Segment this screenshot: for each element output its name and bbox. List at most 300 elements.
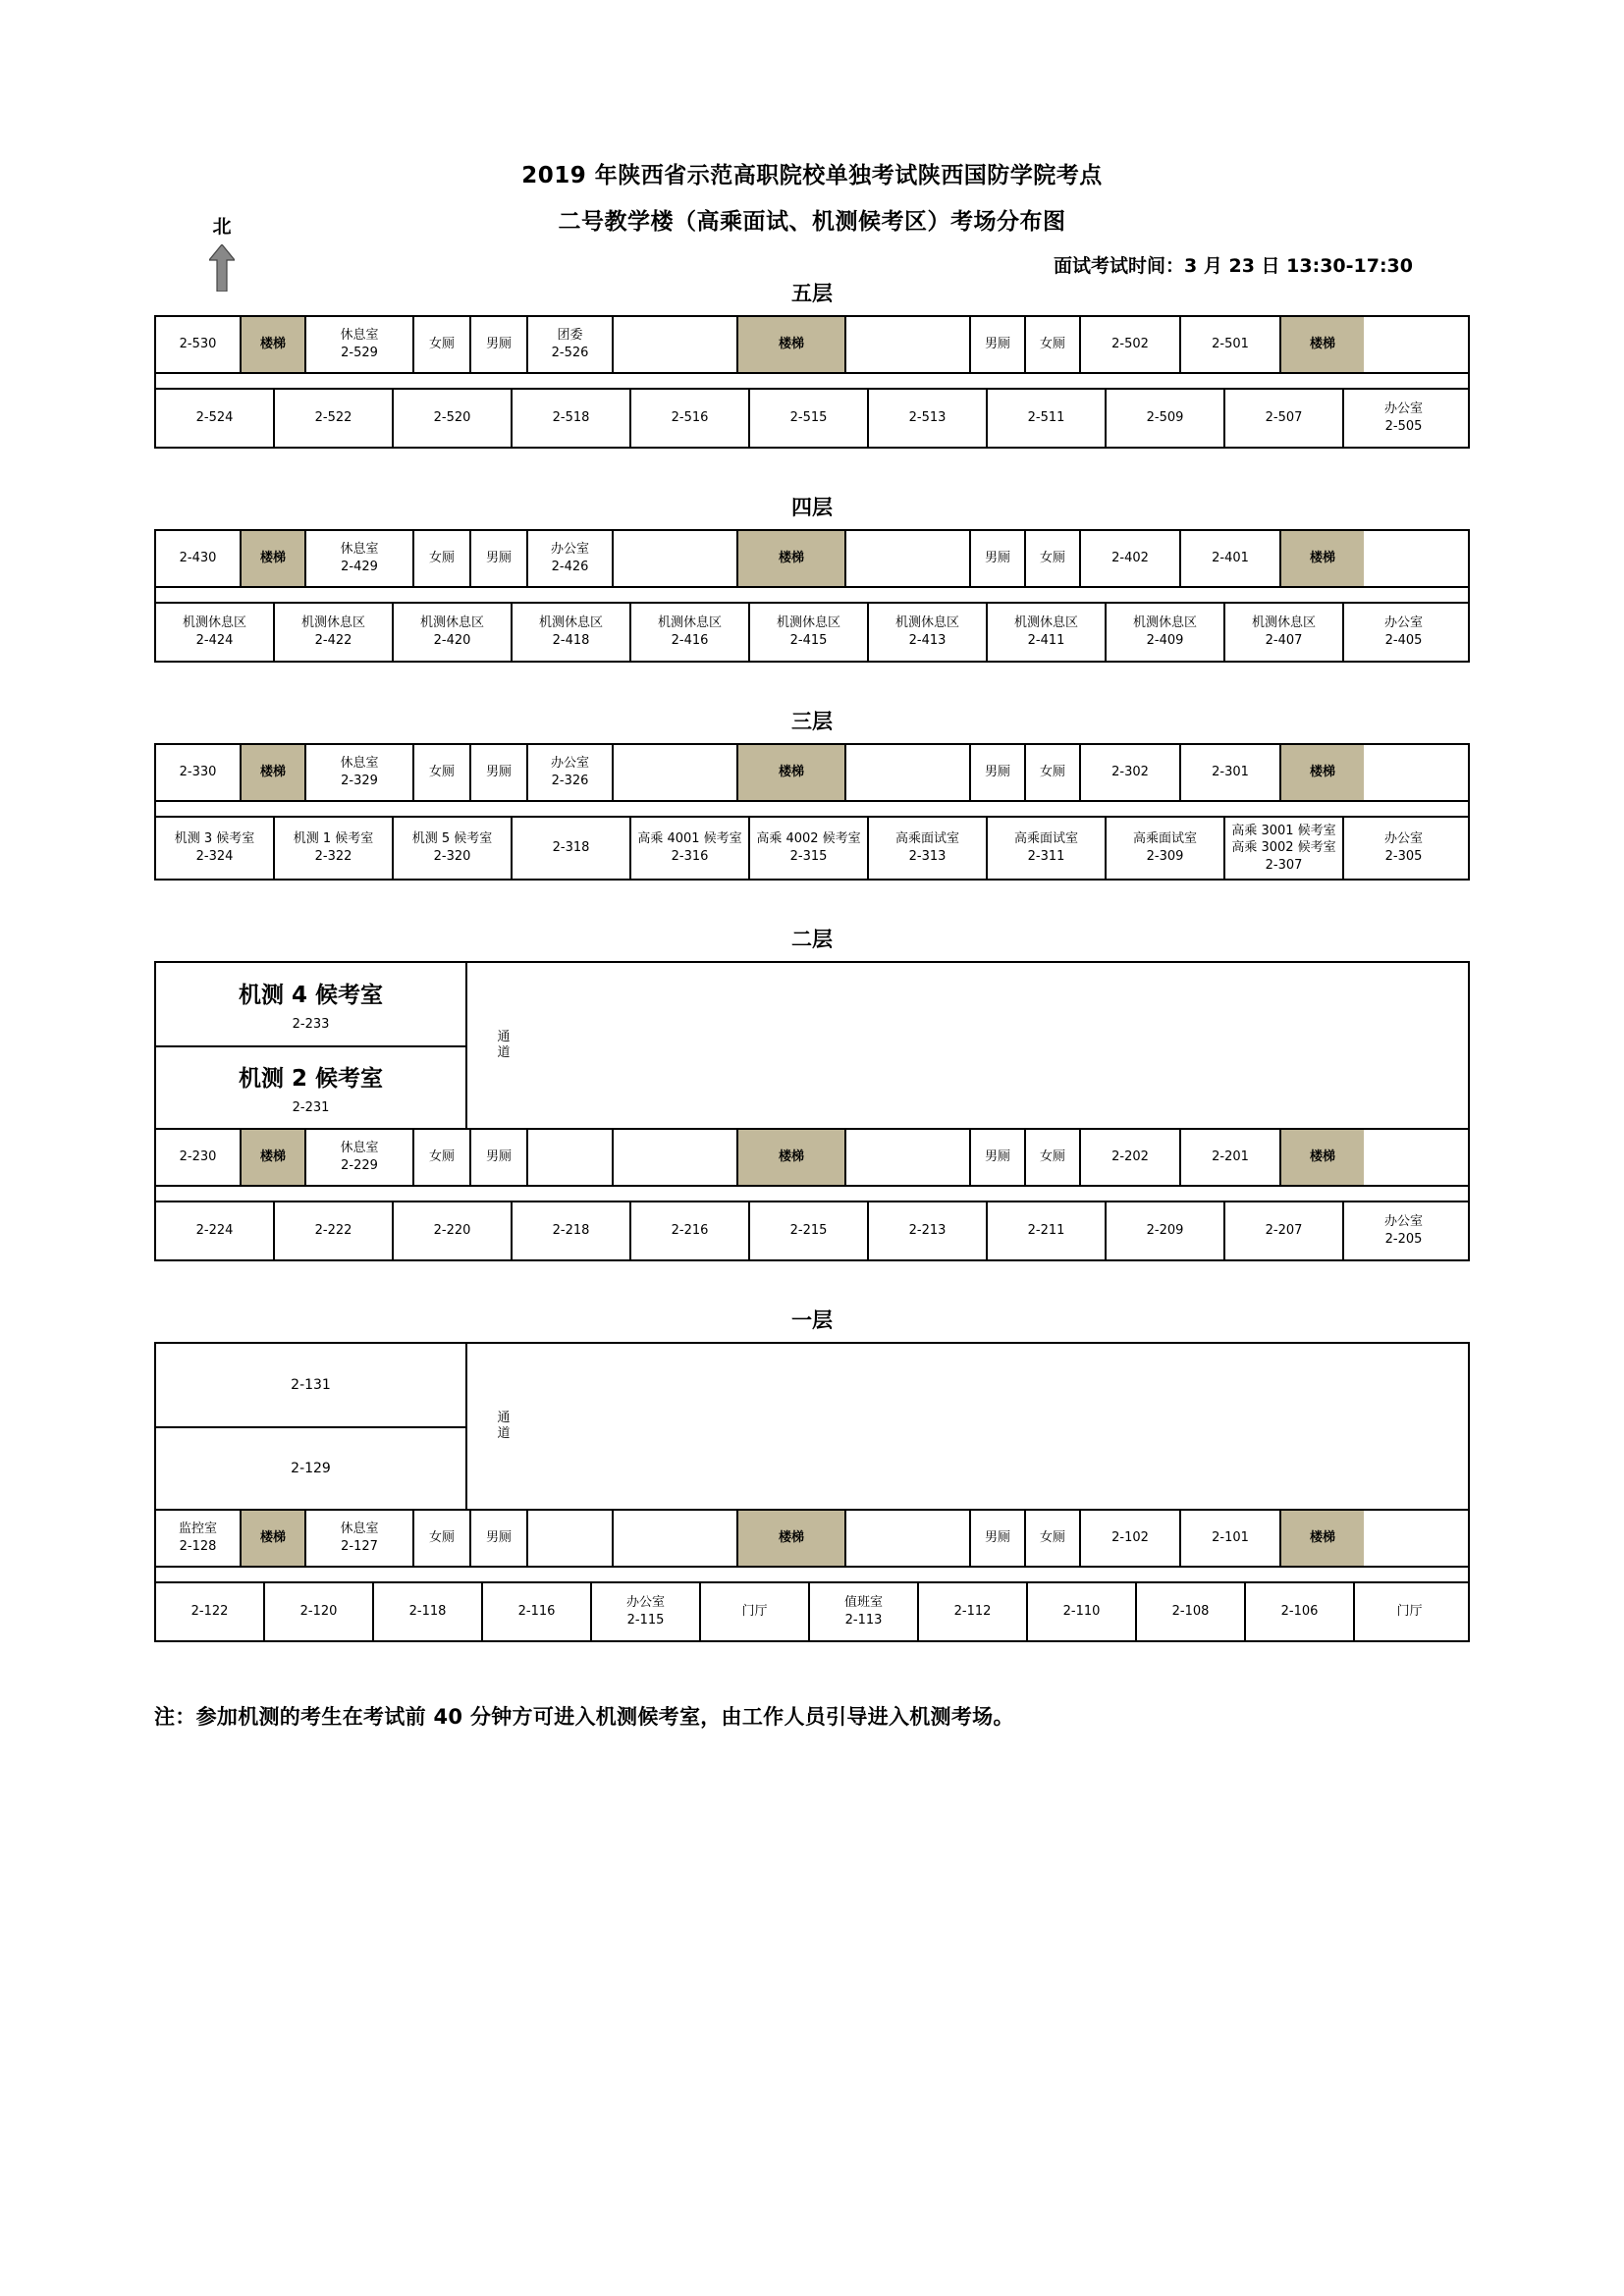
cell-label-primary: 2-520 (433, 410, 471, 426)
room-cell (1246, 1583, 1355, 1640)
room-cell (971, 745, 1026, 800)
floor-corridor-strip (154, 1187, 1470, 1201)
cell-label-primary: 2-507 (1265, 410, 1303, 426)
cell-label-primary: 机测休息区 (300, 615, 365, 631)
cell-label-primary: 女厕 (428, 765, 455, 780)
cell-label-secondary: 2-315 (789, 849, 828, 864)
waiting-room-title: 机测 2 候考室 (238, 1066, 384, 1092)
cell-label-primary: 2-501 (1212, 337, 1249, 352)
cell-label-secondary: 2-322 (314, 849, 352, 864)
cell-label-secondary: 2-405 (1384, 633, 1423, 648)
cell-label-primary: 男厕 (984, 551, 1010, 566)
cell-label-primary: 2-213 (908, 1223, 947, 1239)
room-cell (1026, 745, 1081, 800)
room-cell (1225, 1202, 1344, 1259)
cell-label-secondary: 2-326 (551, 774, 589, 788)
cell-label-primary: 男厕 (485, 765, 512, 780)
page-title-line2: 二号教学楼（高乘面试、机测候考区）考场分布图 (558, 209, 1066, 235)
cell-label-primary: 2-224 (195, 1223, 234, 1239)
room-cell (471, 745, 528, 800)
cell-label-secondary: 2-407 (1265, 633, 1303, 648)
empty-cell (528, 1130, 614, 1185)
cell-label-primary: 2-524 (195, 410, 234, 426)
room-cell (1026, 317, 1081, 372)
floor-plan (154, 1305, 1470, 1685)
cell-label-secondary: 2-505 (1384, 419, 1423, 434)
cell-label-secondary: 2-320 (433, 849, 471, 864)
cell-label-secondary: 2-127 (341, 1539, 378, 1554)
cell-label-primary: 楼梯 (1309, 1530, 1335, 1546)
room-cell (1225, 818, 1344, 879)
cell-label-primary: 2-401 (1212, 551, 1249, 566)
room-cell (394, 1202, 513, 1259)
floor-plan (154, 924, 1470, 1305)
cell-label-primary: 楼梯 (1309, 551, 1335, 566)
room-cell (1344, 390, 1463, 447)
room-cell (869, 604, 988, 661)
cell-label-secondary: 高乘 3002 候考室 (1231, 840, 1336, 856)
room-cell (471, 1511, 528, 1566)
cell-label-primary: 2-106 (1280, 1604, 1319, 1620)
room-cell (1107, 604, 1225, 661)
empty-cell (614, 531, 738, 586)
room-cell (1081, 531, 1181, 586)
cell-label-secondary: 2-309 (1146, 849, 1184, 864)
room-cell (156, 1583, 265, 1640)
floor-bottom-row (154, 1581, 1470, 1642)
room-cell (971, 1511, 1026, 1566)
room-cell (631, 818, 750, 879)
cell-label-secondary: 2-113 (844, 1613, 883, 1628)
room-cell (394, 390, 513, 447)
cell-label-secondary: 2-416 (671, 633, 709, 648)
room-cell (750, 818, 869, 879)
cell-label-primary: 楼梯 (1309, 337, 1335, 352)
cell-label-primary: 男厕 (984, 1149, 1010, 1165)
cell-label-primary: 女厕 (428, 1149, 455, 1165)
cell-label-secondary: 2-316 (671, 849, 709, 864)
cell-label-primary: 男厕 (485, 337, 512, 352)
cell-label-primary: 2-230 (179, 1149, 217, 1165)
room-cell (471, 1130, 528, 1185)
cell-label-primary: 男厕 (485, 551, 512, 566)
cell-label-primary: 机测 3 候考室 (174, 831, 255, 847)
empty-cell (614, 1130, 738, 1185)
room-cell (275, 818, 394, 879)
cell-label-primary: 女厕 (1039, 1530, 1065, 1546)
cell-label-primary: 休息室 (340, 542, 379, 558)
cell-label-primary: 楼梯 (259, 337, 286, 352)
room-cell (971, 1130, 1026, 1185)
room-cell (971, 317, 1026, 372)
room-cell (414, 531, 471, 586)
cell-label-primary: 男厕 (984, 1530, 1010, 1546)
floor-plan (154, 706, 1470, 924)
room-cell (528, 531, 614, 586)
room-cell (1107, 818, 1225, 879)
room-cell (265, 1583, 374, 1640)
floor-top-row (154, 315, 1470, 374)
room-cell (631, 604, 750, 661)
room-cell (1026, 531, 1081, 586)
room-cell (1081, 745, 1181, 800)
cell-label-primary: 2-102 (1111, 1530, 1149, 1546)
floor-label: 五层 (791, 282, 833, 305)
block-empty-area (540, 963, 1468, 1128)
cell-label-primary: 2-302 (1111, 765, 1149, 780)
cell-label-primary: 办公室 (1383, 401, 1423, 417)
cell-label-primary: 楼梯 (259, 1530, 286, 1546)
room-cell (1107, 390, 1225, 447)
room-cell (156, 1202, 275, 1259)
cell-label-primary: 2-116 (517, 1604, 556, 1620)
stairwell-cell (738, 745, 846, 800)
room-cell (513, 604, 631, 661)
floor-corridor-strip (154, 588, 1470, 602)
cell-label-primary: 高乘面试室 (1132, 831, 1197, 847)
stairwell-cell (242, 1511, 306, 1566)
room-cell (471, 531, 528, 586)
cell-label-primary: 楼梯 (778, 1530, 804, 1546)
cell-label-secondary: 2-415 (789, 633, 828, 648)
waiting-room-number: 2-129 (291, 1461, 331, 1476)
floor-corridor-strip (154, 1568, 1470, 1581)
room-cell (374, 1583, 483, 1640)
cell-label-primary: 2-511 (1027, 410, 1065, 426)
floor-spacer (154, 1642, 1470, 1685)
room-cell (275, 390, 394, 447)
room-cell (971, 531, 1026, 586)
cell-label-primary: 女厕 (428, 1530, 455, 1546)
cell-label-secondary: 2-305 (1384, 849, 1423, 864)
room-cell (1225, 604, 1344, 661)
room-cell (750, 390, 869, 447)
cell-label-primary: 2-222 (314, 1223, 352, 1239)
room-cell (275, 1202, 394, 1259)
room-cell (810, 1583, 919, 1640)
stairwell-cell (1281, 531, 1364, 586)
waiting-room-cell (156, 1344, 465, 1426)
room-cell (414, 1130, 471, 1185)
stairwell-cell (1281, 745, 1364, 800)
cell-label-primary: 2-122 (190, 1604, 229, 1620)
cell-label-primary: 女厕 (1039, 551, 1065, 566)
cell-label-primary: 2-120 (299, 1604, 338, 1620)
room-cell (1181, 1130, 1281, 1185)
stairwell-cell (242, 317, 306, 372)
cell-label-primary: 机测 1 候考室 (293, 831, 374, 847)
cell-label-primary: 2-218 (552, 1223, 590, 1239)
waiting-room-number: 2-131 (291, 1377, 331, 1393)
cell-label-primary: 2-518 (552, 410, 590, 426)
cell-label-primary: 2-430 (179, 551, 217, 566)
room-cell (306, 1511, 414, 1566)
floor-spacer (154, 881, 1470, 924)
stairwell-cell (242, 1130, 306, 1185)
room-cell (414, 317, 471, 372)
room-cell (1344, 604, 1463, 661)
floor-top-row (154, 743, 1470, 802)
cell-label-primary: 监控室 (178, 1522, 217, 1537)
cell-label-secondary: 2-128 (179, 1539, 217, 1554)
stairwell-cell (738, 317, 846, 372)
room-cell (919, 1583, 1028, 1640)
stairwell-cell (1281, 1511, 1364, 1566)
room-cell (1355, 1583, 1464, 1640)
exam-time-label: 面试考试时间：3 月 23 日 13:30-17:30 (1054, 255, 1413, 277)
cell-label-primary: 机测休息区 (182, 615, 246, 631)
empty-cell (614, 317, 738, 372)
room-cell (156, 1130, 242, 1185)
cell-label-secondary: 2-205 (1384, 1232, 1423, 1247)
cell-label-primary: 高乘面试室 (1013, 831, 1078, 847)
room-cell (513, 1202, 631, 1259)
cell-label-primary: 机测休息区 (419, 615, 484, 631)
cell-label-primary: 高乘 3001 候考室 (1231, 823, 1336, 838)
cell-label-secondary: 2-526 (551, 346, 589, 360)
cell-label-primary: 2-509 (1146, 410, 1184, 426)
cell-label-primary: 楼梯 (259, 1149, 286, 1165)
cell-label-primary: 楼梯 (259, 551, 286, 566)
floor-spacer (154, 1261, 1470, 1305)
cell-label-primary: 2-112 (953, 1604, 992, 1620)
room-cell (1181, 531, 1281, 586)
room-cell (306, 317, 414, 372)
room-cell (1081, 1511, 1181, 1566)
waiting-room-title: 机测 4 候考室 (238, 983, 384, 1008)
cell-label-primary: 男厕 (984, 337, 1010, 352)
cell-label-primary: 2-118 (408, 1604, 447, 1620)
waiting-room-number: 2-231 (292, 1100, 330, 1115)
empty-cell (846, 1511, 971, 1566)
cell-label-primary: 办公室 (1383, 615, 1423, 631)
waiting-room-number: 2-233 (292, 1017, 330, 1032)
floor-bottom-row (154, 388, 1470, 449)
cell-label-primary: 楼梯 (778, 1149, 804, 1165)
cell-label-primary: 楼梯 (1309, 765, 1335, 780)
cell-label-primary: 休息室 (340, 1141, 379, 1156)
cell-label-secondary: 2-422 (314, 633, 352, 648)
cell-label-primary: 楼梯 (1309, 1149, 1335, 1165)
room-cell (1107, 1202, 1225, 1259)
cell-label-primary: 团委 (557, 328, 583, 344)
cell-label-primary: 2-201 (1212, 1149, 1249, 1165)
cell-label-primary: 2-207 (1265, 1223, 1303, 1239)
cell-label-primary: 女厕 (1039, 1149, 1065, 1165)
room-cell (156, 317, 242, 372)
cell-label-primary: 2-513 (908, 410, 947, 426)
room-cell (1344, 1202, 1463, 1259)
floor-corridor-strip (154, 374, 1470, 388)
room-cell (414, 1511, 471, 1566)
floor-label: 一层 (791, 1308, 833, 1332)
room-cell (156, 1511, 242, 1566)
floor-bottom-row (154, 816, 1470, 881)
room-cell (513, 390, 631, 447)
cell-label-primary: 办公室 (550, 542, 589, 558)
floor-corridor-strip (154, 802, 1470, 816)
cell-label-primary: 男厕 (485, 1530, 512, 1546)
floor-side-block (154, 961, 1470, 1128)
corridor-cell (467, 1344, 540, 1509)
cell-label-secondary: 2-429 (341, 560, 378, 574)
empty-cell (614, 745, 738, 800)
stairwell-cell (1281, 317, 1364, 372)
room-cell (869, 1202, 988, 1259)
cell-label-primary: 2-516 (671, 410, 709, 426)
room-cell (394, 604, 513, 661)
north-label: 北 (212, 216, 232, 238)
cell-label-primary: 楼梯 (259, 765, 286, 780)
floor-label: 二层 (791, 928, 833, 951)
cell-label-primary: 休息室 (340, 756, 379, 772)
cell-label-secondary: 2-409 (1146, 633, 1184, 648)
room-cell (701, 1583, 810, 1640)
empty-cell (846, 317, 971, 372)
cell-label-primary: 2-101 (1212, 1530, 1249, 1546)
room-cell (1137, 1583, 1246, 1640)
cell-label-secondary: 2-424 (195, 633, 234, 648)
room-cell (275, 604, 394, 661)
stairwell-cell (738, 1511, 846, 1566)
cell-label-primary: 机测休息区 (894, 615, 959, 631)
room-cell (1181, 317, 1281, 372)
empty-cell (846, 531, 971, 586)
cell-label-primary: 机测休息区 (538, 615, 603, 631)
cell-label-primary: 2-330 (179, 765, 217, 780)
cell-label-primary: 2-202 (1111, 1149, 1149, 1165)
cell-label-primary: 楼梯 (778, 765, 804, 780)
room-cell (414, 745, 471, 800)
cell-label-primary: 机测休息区 (657, 615, 722, 631)
stairwell-cell (738, 1130, 846, 1185)
cell-label-primary: 2-301 (1212, 765, 1249, 780)
cell-label-secondary: 2-324 (195, 849, 234, 864)
cell-label-secondary: 2-413 (908, 633, 947, 648)
cell-label-primary: 2-530 (179, 337, 217, 352)
floor-top-row (154, 529, 1470, 588)
footer-note: 注：参加机测的考生在考试前 40 分钟方可进入机测候考室，由工作人员引导进入机测考场。 (154, 1705, 1014, 1729)
room-cell (1028, 1583, 1137, 1640)
cell-label-primary: 2-110 (1062, 1604, 1101, 1620)
floor-plan (154, 492, 1470, 706)
cell-label-primary: 机测休息区 (1132, 615, 1197, 631)
room-cell (394, 818, 513, 879)
cell-label-primary: 2-502 (1111, 337, 1149, 352)
cell-label-primary: 2-216 (671, 1223, 709, 1239)
cell-label-secondary: 2-313 (908, 849, 947, 864)
room-cell (156, 745, 242, 800)
cell-label-primary: 2-515 (789, 410, 828, 426)
room-cell (306, 531, 414, 586)
cell-label-primary: 2-318 (552, 840, 590, 856)
cell-label-secondary: 2-420 (433, 633, 471, 648)
floor-top-row (154, 1509, 1470, 1568)
empty-cell (614, 1511, 738, 1566)
cell-label-primary: 女厕 (1039, 765, 1065, 780)
cell-label-primary: 男厕 (485, 1149, 512, 1165)
empty-cell (528, 1511, 614, 1566)
room-cell (988, 604, 1107, 661)
cell-label-primary: 2-209 (1146, 1223, 1184, 1239)
cell-label-tertiary: 2-307 (1265, 857, 1303, 873)
room-cell (471, 317, 528, 372)
cell-label-primary: 门厅 (741, 1604, 768, 1620)
room-cell (750, 604, 869, 661)
cell-label-primary: 女厕 (1039, 337, 1065, 352)
room-cell (1181, 745, 1281, 800)
room-cell (988, 818, 1107, 879)
cell-label-primary: 2-220 (433, 1223, 471, 1239)
cell-label-primary: 办公室 (550, 756, 589, 772)
room-cell (988, 1202, 1107, 1259)
empty-cell (846, 1130, 971, 1185)
page-header (0, 0, 1624, 236)
waiting-room-cell (156, 963, 465, 1045)
cell-label-primary: 休息室 (340, 328, 379, 344)
floor-top-row (154, 1128, 1470, 1187)
room-cell (1026, 1130, 1081, 1185)
cell-label-primary: 女厕 (428, 337, 455, 352)
room-cell (631, 1202, 750, 1259)
cell-label-primary: 值班室 (843, 1595, 883, 1611)
cell-label-primary: 办公室 (1383, 1214, 1423, 1230)
block-empty-area (540, 1344, 1468, 1509)
cell-label-primary: 高乘面试室 (894, 831, 959, 847)
room-cell (750, 1202, 869, 1259)
cell-label-primary: 男厕 (984, 765, 1010, 780)
cell-label-primary: 女厕 (428, 551, 455, 566)
room-cell (869, 390, 988, 447)
cell-label-primary: 楼梯 (778, 337, 804, 352)
floor-bottom-row (154, 1201, 1470, 1261)
cell-label-primary: 办公室 (1383, 831, 1423, 847)
cell-label-primary: 机测休息区 (776, 615, 840, 631)
room-cell (1181, 1511, 1281, 1566)
corridor-cell (467, 963, 540, 1128)
stairwell-cell (242, 531, 306, 586)
empty-cell (846, 745, 971, 800)
page-title-line1: 2019 年陕西省示范高职院校单独考试陕西国防学院考点 (521, 163, 1103, 188)
cell-label-primary: 2-211 (1027, 1223, 1065, 1239)
room-cell (306, 745, 414, 800)
stairwell-cell (1281, 1130, 1364, 1185)
room-cell (631, 390, 750, 447)
cell-label-primary: 2-215 (789, 1223, 828, 1239)
floor-label: 三层 (791, 710, 833, 733)
cell-label-primary: 高乘 4002 候考室 (756, 831, 861, 847)
room-cell (306, 1130, 414, 1185)
floor-bottom-row (154, 602, 1470, 663)
room-cell (483, 1583, 592, 1640)
cell-label-primary: 2-402 (1111, 551, 1149, 566)
room-cell (1225, 390, 1344, 447)
room-cell (528, 745, 614, 800)
stairwell-cell (738, 531, 846, 586)
cell-label-secondary: 2-329 (341, 774, 378, 788)
room-cell (1081, 317, 1181, 372)
cell-label-primary: 办公室 (625, 1595, 665, 1611)
floor-side-block (154, 1342, 1470, 1509)
room-cell (988, 390, 1107, 447)
floor-spacer (154, 663, 1470, 706)
cell-label-secondary: 2-426 (551, 560, 589, 574)
room-cell (869, 818, 988, 879)
room-cell (156, 531, 242, 586)
room-cell (156, 390, 275, 447)
cell-label-secondary: 2-418 (552, 633, 590, 648)
floor-plan (154, 278, 1470, 492)
